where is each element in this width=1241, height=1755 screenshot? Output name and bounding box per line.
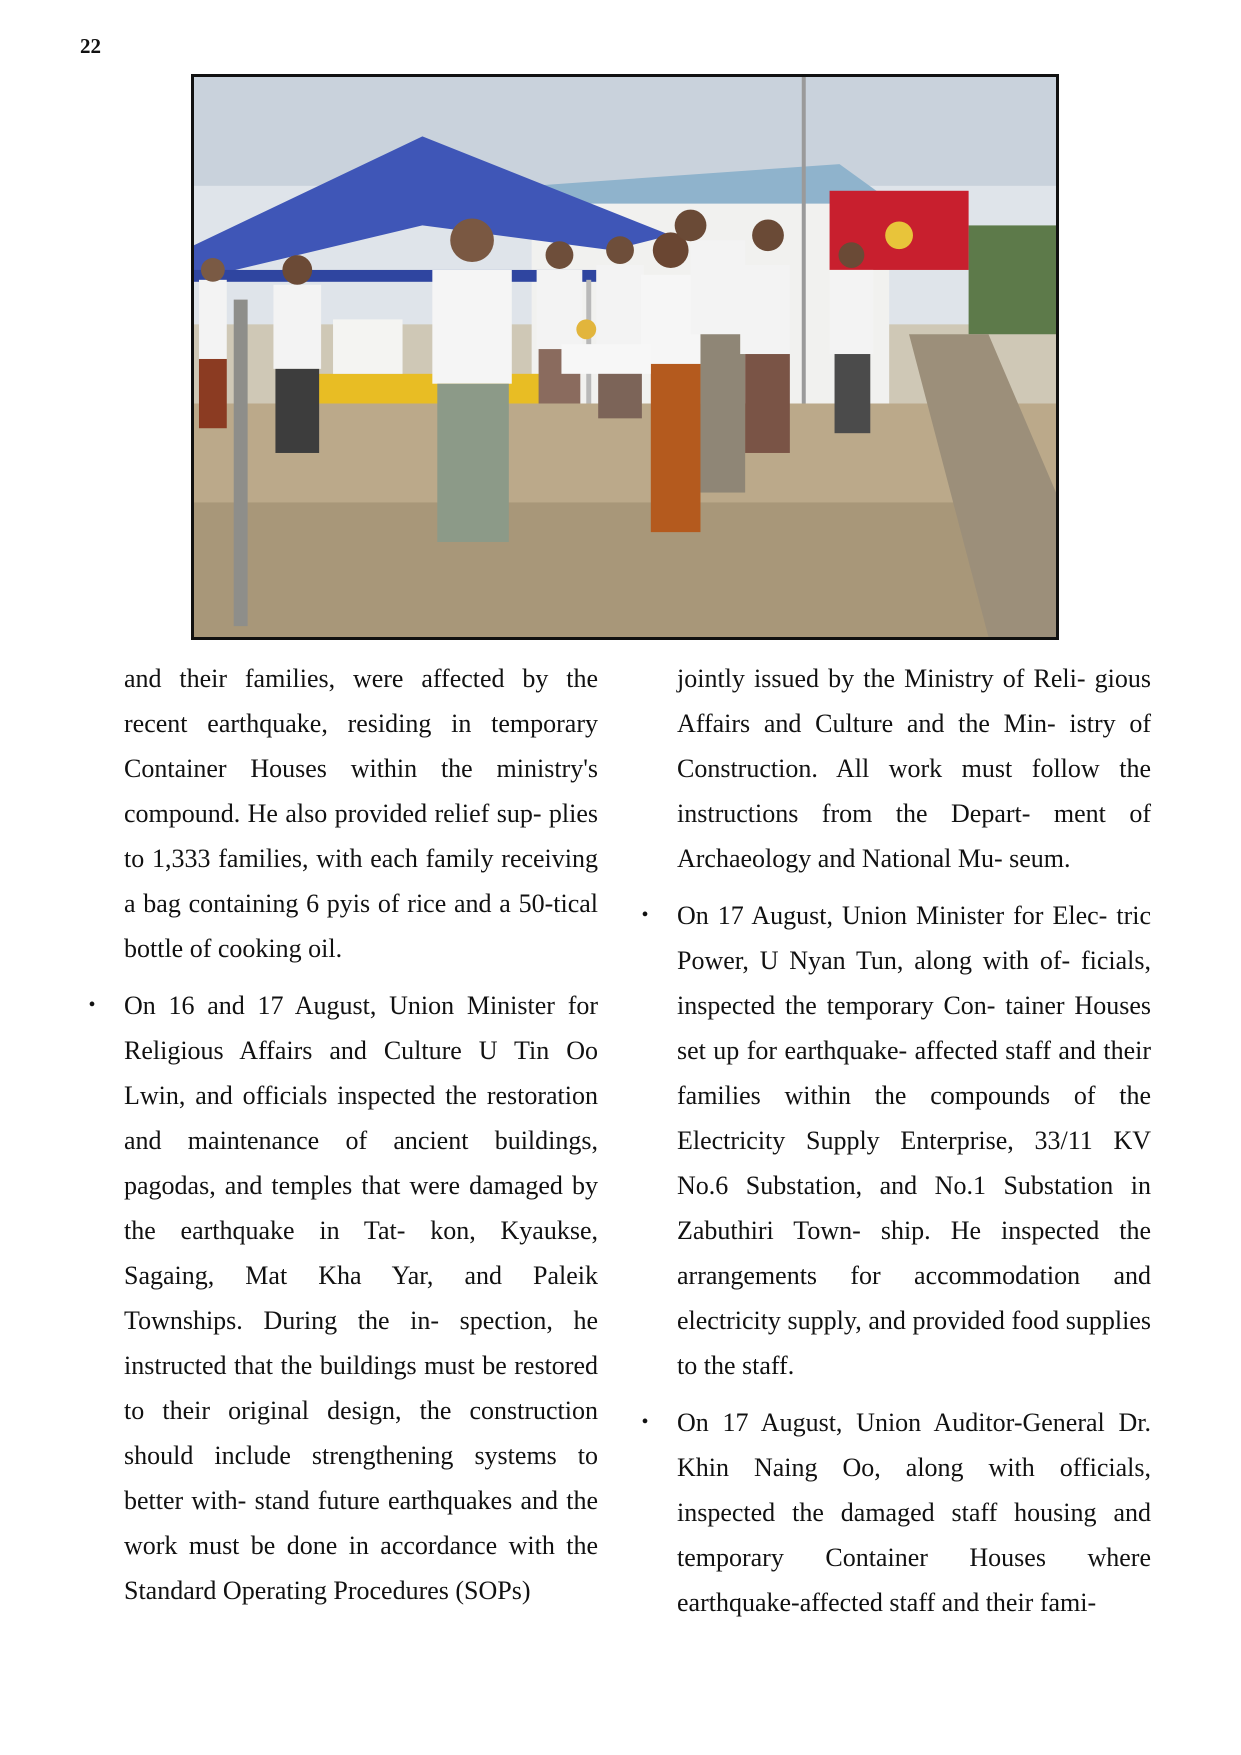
bullet-item-religious-affairs	[88, 983, 599, 1613]
text-line: and temporary Container Houses where	[677, 1498, 1151, 1572]
text-line: plies to 1,333 families, with each family	[124, 799, 598, 873]
text-line: gious Affairs and Culture and the Min-	[677, 664, 1152, 738]
bullet-item-auditor-general	[641, 1400, 1151, 1625]
text-line: recent earthquake, residing in temporary	[124, 709, 598, 738]
text-line: earthquake-affected staff and their fami-	[677, 1588, 1097, 1617]
text-line: ship. He inspected the arrangements for	[677, 1216, 1152, 1290]
text-line: the construction should include	[124, 1396, 599, 1470]
bullet-item-electric-power	[641, 893, 1152, 1388]
text-line: must be restored to their original design,	[124, 1351, 598, 1425]
text-line: kon, Kyaukse, Sagaing, Mat Kha Yar,	[124, 1216, 598, 1290]
bullet-icon: •	[641, 904, 649, 926]
text-line: Dr. Khin Naing Oo, along with officials,	[677, 1408, 1151, 1482]
text-line: seum.	[1009, 844, 1071, 873]
text-line: receiving a bag containing 6 pyis of rice	[124, 844, 599, 918]
right-intro-paragraph	[677, 656, 1151, 881]
text-line: On 17 August, Union Minister for Elec-	[677, 901, 1108, 930]
text-line: inspected the damaged staff housing	[677, 1498, 1097, 1527]
text-line: follow the instructions from the Depart-	[677, 754, 1151, 828]
photo-image-icon	[194, 77, 1056, 637]
text-line: istry of Construction. All work must	[677, 709, 1152, 783]
text-line: affected staff and their families within	[677, 1036, 1151, 1110]
text-line: Standard Operating Procedures (SOPs)	[124, 1576, 531, 1605]
text-line: were damaged by the earthquake in Tat-	[124, 1171, 599, 1245]
text-line: jointly issued by the Ministry of Reli-	[677, 664, 1086, 693]
text-line: and a 50-tical bottle of cooking oil.	[124, 889, 598, 963]
news-photo	[191, 74, 1059, 640]
text-line: accommodation and electricity supply,	[677, 1261, 1151, 1335]
text-line: stand future earthquakes and the work	[124, 1486, 598, 1560]
text-line: Oo Lwin, and officials inspected the	[124, 1036, 598, 1110]
text-line: Enterprise, 33/11 KV No.6 Substation,	[677, 1126, 1151, 1200]
bullet-icon: •	[641, 1411, 649, 1433]
left-column	[88, 656, 599, 1613]
text-line: tric Power, U Nyan Tun, along with of-	[677, 901, 1151, 975]
right-bullet-list	[641, 893, 1152, 1625]
text-line: and Paleik Townships. During the in-	[124, 1261, 599, 1335]
text-line: compound. He also provided relief sup-	[124, 799, 542, 828]
left-bullet-list	[88, 983, 599, 1613]
text-line: and their families, were affected by the	[124, 664, 598, 693]
right-column	[641, 656, 1152, 1625]
text-line: buildings, pagodas, and temples that	[124, 1126, 598, 1200]
text-line: Container Houses within the ministry's	[124, 754, 598, 783]
text-line: restoration and maintenance of ancient	[124, 1081, 598, 1155]
text-line: ment of Archaeology and National Mu-	[677, 799, 1151, 873]
text-line: On 17 August, Union Auditor-General	[677, 1408, 1105, 1437]
text-line: ficials, inspected the temporary Con-	[677, 946, 1151, 1020]
text-line: for Religious Affairs and Culture U Tin	[124, 991, 599, 1065]
text-line: must be done in accordance with the	[188, 1531, 598, 1560]
page-number: 22	[80, 34, 101, 58]
text-line: the compounds of the Electricity Supply	[677, 1081, 1152, 1155]
text-line: and No.1 Substation in Zabuthiri Town-	[677, 1171, 1151, 1245]
left-intro-paragraph	[124, 656, 598, 971]
text-line: strengthening systems to better with-	[124, 1441, 599, 1515]
text-line: and provided food supplies to the staff.	[677, 1306, 1152, 1380]
bullet-icon: •	[88, 994, 96, 1016]
text-line: tainer Houses set up for earthquake-	[677, 991, 1151, 1065]
text-line: spection, he instructed that the buildings	[124, 1306, 598, 1380]
text-line: On 16 and 17 August, Union Minister	[124, 991, 555, 1020]
